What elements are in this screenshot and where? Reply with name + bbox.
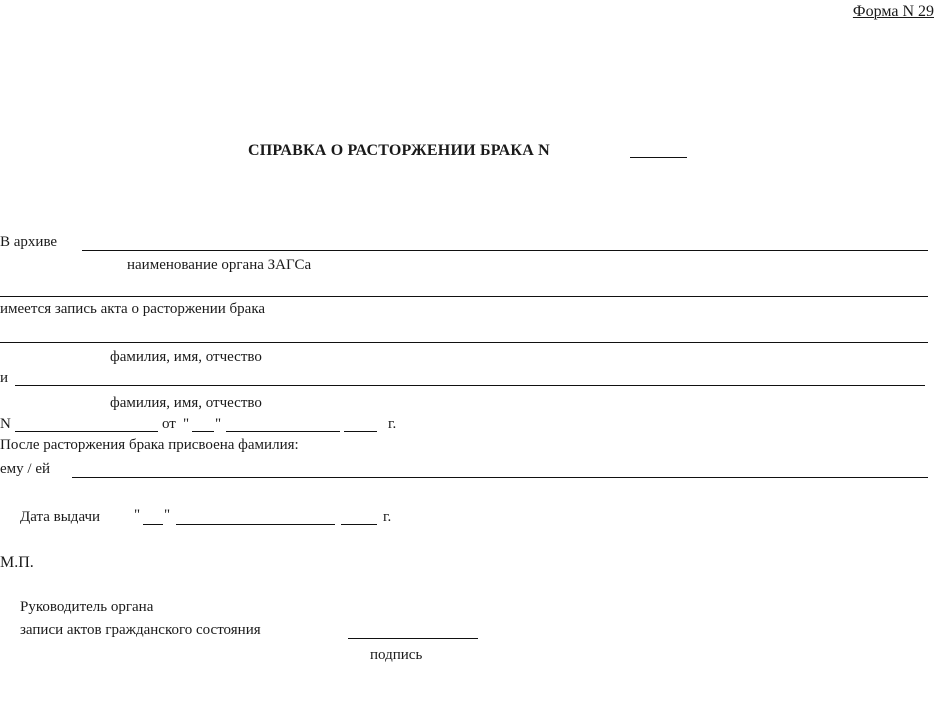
fio-caption-2: фамилия, имя, отчество: [110, 395, 262, 411]
archive-caption: наименование органа ЗАГСа: [127, 257, 312, 273]
signature-field[interactable]: [348, 638, 478, 639]
surname-text: После расторжения брака присвоена фамилия:: [0, 437, 299, 453]
fio-caption-1: фамилия, имя, отчество: [110, 349, 262, 365]
issue-year-label: г.: [383, 509, 392, 525]
quote-close: ": [215, 416, 222, 432]
title-text: СПРАВКА О РАСТОРЖЕНИИ БРАКА N: [248, 142, 550, 159]
archive-field-continued[interactable]: [0, 296, 928, 297]
issue-month-field[interactable]: [176, 524, 335, 525]
issue-date-label: Дата выдачи: [20, 509, 101, 525]
fio-field-2[interactable]: [15, 385, 925, 386]
head-title-line-2: записи актов гражданского состояния: [20, 622, 261, 638]
record-text: имеется запись акта о расторжении брака: [0, 301, 266, 317]
record-day-field[interactable]: [192, 431, 214, 432]
record-year-field[interactable]: [344, 431, 377, 432]
quote-open: ": [183, 416, 190, 432]
document-title: [248, 143, 550, 159]
fio-field-1[interactable]: [0, 342, 928, 343]
certificate-number-field[interactable]: [630, 157, 687, 158]
head-title-line-1: Руководитель органа: [20, 599, 154, 615]
issue-quote-close: ": [164, 507, 171, 523]
surname-field[interactable]: [72, 477, 928, 478]
issue-year-field[interactable]: [341, 524, 377, 525]
archive-label: В архиве: [0, 234, 58, 250]
and-label: и: [0, 370, 9, 386]
to-him-her-label: ему / ей: [0, 461, 51, 477]
year-label: г.: [388, 416, 397, 432]
archive-field[interactable]: [82, 250, 928, 251]
stamp-label: М.П.: [0, 554, 34, 571]
signature-caption: подпись: [370, 647, 423, 663]
issue-quote-open: ": [134, 507, 141, 523]
record-month-field[interactable]: [226, 431, 340, 432]
form-number: Форма N 29: [852, 3, 934, 20]
from-label: от: [162, 416, 176, 432]
issue-day-field[interactable]: [143, 524, 163, 525]
record-number-field[interactable]: [15, 431, 158, 432]
number-label: N: [0, 416, 11, 432]
